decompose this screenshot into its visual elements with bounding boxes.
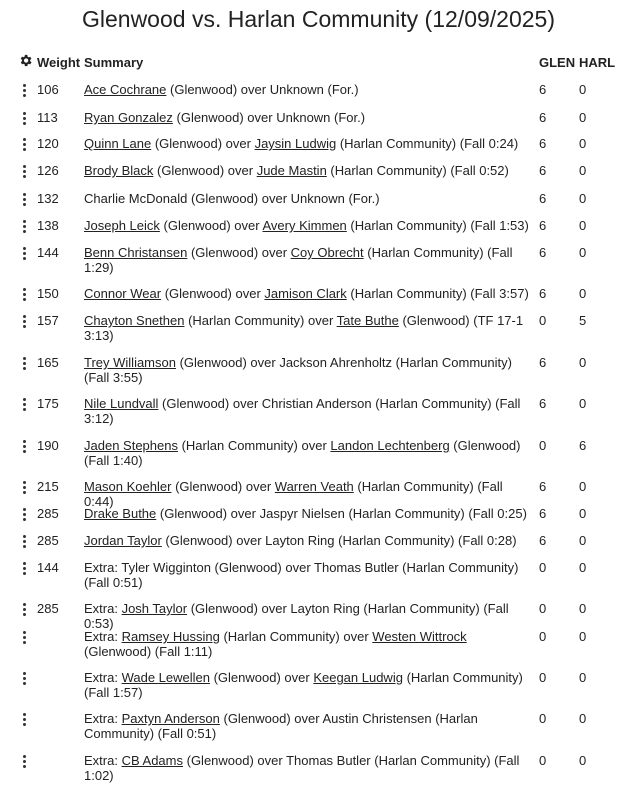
winner-name-link[interactable]: Mason Koehler [84,479,172,494]
extra-prefix: Extra: [84,711,122,726]
row-menu-icon[interactable] [22,670,28,686]
summary-cell [84,110,534,125]
winner-team: (Glenwood) over [219,711,323,726]
match-result: Jaspyr Nielsen (Harlan Community) (Fall 0:25) [259,506,527,521]
harl-score-cell: 0 [579,286,587,301]
harl-score-cell: 0 [579,136,587,151]
match-result: (Glenwood) (Fall 1:40) [84,438,521,468]
harl-score-cell: 0 [579,670,587,685]
harl-score-cell: 0 [579,110,587,125]
summary-cell [84,438,534,468]
summary-cell [84,533,534,548]
winner-team: (Glenwood) over [158,396,262,411]
glen-score-cell: 6 [539,533,547,548]
summary-cell [84,629,534,659]
row-menu-icon[interactable] [22,753,28,769]
weight-cell: 175 [37,396,59,411]
winner-team: (Glenwood) over [153,163,257,178]
winner-team: (Glenwood) over [210,560,315,575]
loser-name-link[interactable]: Keegan Ludwig [313,670,403,685]
harl-score-cell: 0 [579,163,587,178]
harl-score-cell: 0 [579,560,587,575]
harl-score-cell: 0 [579,218,587,233]
page-title: Glenwood vs. Harlan Community (12/09/2025) [81,6,555,32]
glen-score-cell: 0 [539,670,547,685]
glen-score-cell: 6 [539,82,547,97]
winner-team: (Glenwood) over [161,533,266,548]
match-result: Unknown (For.) [276,110,366,125]
summary-cell [84,396,534,426]
weight-cell: 285 [37,601,59,616]
match-result: (Glenwood) (TF 17-1 3:13) [84,313,524,343]
summary-cell [84,245,534,275]
winner-name: Tyler Wigginton [121,560,211,575]
winner-name-link[interactable]: Jaden Stephens [84,438,178,453]
match-result: Christian Anderson (Harlan Community) (Fall 3:12) [84,396,521,426]
loser-name-link[interactable]: Jude Mastin [256,163,327,178]
glen-score-cell: 0 [539,711,547,726]
match-result: Layton Ring (Harlan Community) (Fall 0:53) [84,601,509,631]
winner-team: (Glenwood) over [187,601,291,616]
winner-team: (Harlan Community) over [177,438,331,453]
harl-column-header: HARL [579,55,616,70]
loser-name-link[interactable]: Landon Lechtenberg [330,438,450,453]
row-menu-icon[interactable] [22,110,28,126]
match-result: (Harlan Community) (Fall 1:29) [84,245,513,275]
match-result: Layton Ring (Harlan Community) (Fall 0:28) [265,533,517,548]
extra-prefix: Extra: [84,560,122,575]
winner-team: (Harlan Community) over [219,629,373,644]
summary-cell [84,601,534,631]
glen-score-cell: 6 [539,396,547,411]
glen-score-cell: 6 [539,479,547,494]
loser-name-link[interactable]: Tate Buthe [336,313,399,328]
harl-score-cell: 0 [579,396,587,411]
winner-name-link[interactable]: Quinn Lane [84,136,152,151]
summary-cell [84,355,534,385]
loser-name-link[interactable]: Coy Obrecht [290,245,364,260]
glen-score-cell: 6 [539,245,547,260]
weight-cell: 120 [37,136,59,151]
winner-team: (Glenwood) over [183,753,287,768]
glen-score-cell: 0 [539,629,547,644]
match-result: (Harlan Community) (Fall 1:57) [84,670,523,700]
winner-team: (Glenwood) over [187,245,291,260]
glen-score-cell: 0 [539,313,547,328]
winner-team: (Glenwood) over [166,82,270,97]
winner-name-link[interactable]: Chayton Snethen [84,313,185,328]
winner-team: (Glenwood) over [159,218,263,233]
loser-name-link[interactable]: Avery Kimmen [262,218,347,233]
harl-score-cell: 0 [579,533,587,548]
winner-name-link[interactable]: CB Adams [121,753,183,768]
winner-name-link[interactable]: Josh Taylor [121,601,188,616]
weight-cell: 106 [37,82,59,97]
summary-cell [84,163,534,178]
row-menu-icon[interactable] [22,286,28,302]
harl-score-cell: 0 [579,629,587,644]
extra-prefix: Extra: [84,753,122,768]
harl-score-cell: 0 [579,601,587,616]
match-result: Unknown (For.) [290,191,380,206]
row-menu-icon[interactable] [22,560,28,576]
winner-name-link[interactable]: Wade Lewellen [121,670,210,685]
match-result: (Harlan Community) (Fall 1:53) [346,218,529,233]
weight-cell: 157 [37,313,59,328]
weight-cell: 138 [37,218,59,233]
winner-team: (Glenwood) over [171,479,275,494]
match-result: (Harlan Community) (Fall 0:24) [336,136,519,151]
loser-name-link[interactable]: Jamison Clark [264,286,347,301]
harl-score-cell: 0 [579,245,587,260]
summary-cell [84,218,534,233]
harl-score-cell: 0 [579,82,587,97]
match-result: (Glenwood) (Fall 1:11) [84,644,213,659]
glen-score-cell: 0 [539,753,547,768]
summary-cell [84,313,534,343]
glen-score-cell: 6 [539,355,547,370]
harl-score-cell: 0 [579,753,587,768]
extra-prefix: Extra: [84,670,122,685]
glen-score-cell: 6 [539,163,547,178]
summary-cell [84,479,534,509]
summary-cell [84,136,534,151]
weight-cell: 144 [37,560,59,575]
match-result: Austin Christensen (Harlan Community) (Fall 0:51) [84,711,478,741]
glen-score-cell: 0 [539,601,547,616]
winner-name-link[interactable]: Ryan Gonzalez [84,110,173,125]
winner-name-link[interactable]: Joseph Leick [84,218,160,233]
row-menu-icon[interactable] [22,629,28,645]
match-result: Jackson Ahrenholtz (Harlan Community) (Fall 3:55) [84,355,512,385]
summary-cell [84,560,534,590]
weight-cell: 215 [37,479,59,494]
winner-name-link[interactable]: Jordan Taylor [84,533,162,548]
row-menu-icon[interactable] [22,438,28,454]
summary-cell [84,82,534,97]
winner-name-link[interactable]: Benn Christansen [84,245,188,260]
weight-cell: 285 [37,506,59,521]
weight-cell: 285 [37,533,59,548]
weight-cell: 126 [37,163,59,178]
harl-score-cell: 0 [579,506,587,521]
summary-column-header: Summary [84,55,144,70]
match-result: (Harlan Community) (Fall 0:52) [326,163,509,178]
loser-name-link[interactable]: Jaysin Ludwig [254,136,337,151]
winner-name: Charlie McDonald [84,191,188,206]
winner-name-link[interactable]: Ace Cochrane [84,82,167,97]
glen-score-cell: 0 [539,560,547,575]
row-menu-icon[interactable] [22,479,28,495]
weight-cell: 132 [37,191,59,206]
winner-team: (Glenwood) over [209,670,314,685]
winner-team: (Glenwood) over [151,136,255,151]
weight-cell: 144 [37,245,59,260]
summary-cell [84,191,534,206]
winner-team: (Glenwood) over [172,110,277,125]
winner-name-link[interactable]: Trey Williamson [84,355,176,370]
row-menu-icon[interactable] [22,711,28,727]
loser-name-link[interactable]: Warren Veath [274,479,354,494]
row-menu-icon[interactable] [22,245,28,261]
summary-cell [84,711,534,741]
winner-name-link[interactable]: Connor Wear [84,286,162,301]
row-menu-icon[interactable] [22,506,28,522]
extra-prefix: Extra: [84,629,122,644]
match-result: Unknown (For.) [269,82,359,97]
match-result: Thomas Butler (Harlan Community) (Fall 0:51) [84,560,519,590]
glen-score-cell: 6 [539,136,547,151]
harl-score-cell: 5 [579,313,587,328]
harl-score-cell: 0 [579,355,587,370]
gear-icon[interactable] [18,53,33,68]
summary-cell [84,753,534,783]
row-menu-icon[interactable] [22,163,28,179]
glen-score-cell: 6 [539,110,547,125]
harl-score-cell: 0 [579,191,587,206]
glen-score-cell: 6 [539,191,547,206]
table-header [0,52,637,72]
summary-cell [84,286,534,301]
winner-name-link[interactable]: Paxtyn Anderson [121,711,220,726]
harl-score-cell: 0 [579,711,587,726]
winner-team: (Harlan Community) over [184,313,337,328]
row-menu-icon[interactable] [22,396,28,412]
glen-score-cell: 6 [539,286,547,301]
winner-name-link[interactable]: Ramsey Hussing [121,629,220,644]
row-menu-icon[interactable] [22,218,28,234]
row-menu-icon[interactable] [22,533,28,549]
match-result: (Harlan Community) (Fall 3:57) [346,286,529,301]
harl-score-cell: 6 [579,438,587,453]
row-menu-icon[interactable] [22,136,28,152]
row-menu-icon[interactable] [22,355,28,371]
glen-score-cell: 6 [539,506,547,521]
weight-cell: 113 [37,110,58,125]
summary-cell [84,670,534,700]
summary-cell [84,506,534,521]
winner-team: (Glenwood) over [161,286,265,301]
winner-team: (Glenwood) over [187,191,291,206]
row-menu-icon[interactable] [22,191,28,207]
extra-prefix: Extra: [84,601,122,616]
glen-score-cell: 6 [539,218,547,233]
weight-cell: 165 [37,355,59,370]
row-menu-icon[interactable] [22,313,28,329]
weight-cell: 150 [37,286,59,301]
row-menu-icon[interactable] [22,82,28,98]
harl-score-cell: 0 [579,479,587,494]
winner-team: (Glenwood) over [175,355,280,370]
winner-team: (Glenwood) over [156,506,260,521]
row-menu-icon[interactable] [22,601,28,617]
weight-column-header: Weight [37,55,81,70]
match-result: (Harlan Community) (Fall 0:44) [84,479,503,509]
winner-name-link[interactable]: Brody Black [84,163,154,178]
glen-column-header: GLEN [539,55,576,70]
weight-cell: 190 [37,438,59,453]
glen-score-cell: 0 [539,438,547,453]
winner-name-link[interactable]: Drake Buthe [84,506,157,521]
loser-name-link[interactable]: Westen Wittrock [372,629,467,644]
match-result: Thomas Butler (Harlan Community) (Fall 1:02) [84,753,520,783]
winner-name-link[interactable]: Nile Lundvall [84,396,159,411]
